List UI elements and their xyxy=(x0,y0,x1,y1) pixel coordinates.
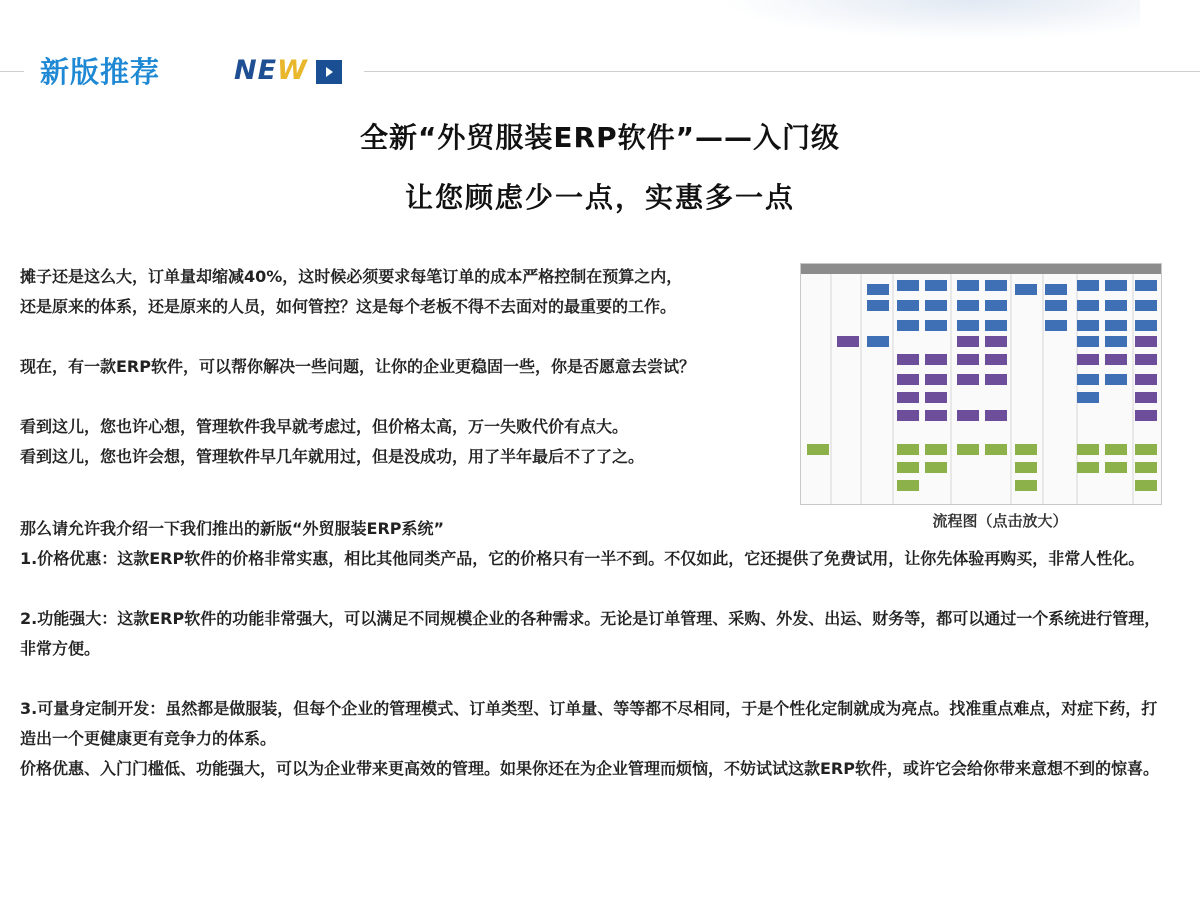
flowchart-step-box xyxy=(925,320,947,331)
intro-paragraph: 摊子还是这么大，订单量却缩减40%，这时候必须要求每笔订单的成本严格控制在预算之内， xyxy=(20,267,683,286)
flowchart-step-box xyxy=(1045,320,1067,331)
flowchart-step-box xyxy=(985,300,1007,311)
play-triangle-icon xyxy=(326,67,333,77)
flowchart-step-box xyxy=(1045,284,1067,295)
flowchart-step-box xyxy=(1015,444,1037,455)
flowchart-step-box xyxy=(957,280,979,291)
body-summary: 价格优惠、入门门槛低、功能强大，可以为企业带来更高效的管理。如果你还在为企业管理而烦恼，不妨试试这款ERP软件，或许它会给你带来意想不到的惊喜。 xyxy=(20,759,1159,778)
flowchart-step-box xyxy=(925,392,947,403)
flowchart-step-box xyxy=(1105,462,1127,473)
flowchart-step-box xyxy=(957,410,979,421)
flowchart-step-box xyxy=(1135,374,1157,385)
flowchart-step-box xyxy=(957,444,979,455)
flowchart-step-box xyxy=(1135,444,1157,455)
flowchart-step-box xyxy=(897,354,919,365)
flowchart-step-box xyxy=(1105,354,1127,365)
play-arrow-button[interactable] xyxy=(316,60,342,84)
flowchart-step-box xyxy=(837,336,859,347)
flowchart-step-box xyxy=(925,410,947,421)
flowchart-step-box xyxy=(867,300,889,311)
flowchart-step-box xyxy=(985,374,1007,385)
feature-price: 1.价格优惠：这款ERP软件的价格非常实惠，相比其他同类产品，它的价格只有一半不到。不仅如此，它还提供了免费试用，让你先体验再购买，非常人性化。 xyxy=(20,549,1145,568)
flowchart-step-box xyxy=(1135,320,1157,331)
section-header xyxy=(0,40,1200,100)
flowchart-step-box xyxy=(957,300,979,311)
flowchart-step-box xyxy=(897,444,919,455)
decorative-background xyxy=(720,0,1140,40)
flowchart-step-box xyxy=(897,300,919,311)
flowchart-step-box xyxy=(925,280,947,291)
flowchart-diagram xyxy=(801,264,1161,504)
flowchart-step-box xyxy=(1015,462,1037,473)
headline-title: 全新“外贸服装ERP软件”——入门级 xyxy=(359,121,840,154)
flowchart-step-box xyxy=(807,444,829,455)
body-lead: 那么请允许我介绍一下我们推出的新版“外贸服装ERP系统” xyxy=(20,519,445,538)
flowchart-step-box xyxy=(985,444,1007,455)
new-badge-w: W xyxy=(277,55,308,86)
flowchart-step-box xyxy=(1077,336,1099,347)
flowchart-step-box xyxy=(957,374,979,385)
flowchart-step-box xyxy=(1135,480,1157,491)
flowchart-step-box xyxy=(897,280,919,291)
flowchart-step-box xyxy=(985,280,1007,291)
flowchart-step-box xyxy=(1105,336,1127,347)
flowchart-step-box xyxy=(1077,444,1099,455)
flowchart-step-box xyxy=(897,392,919,403)
flowchart-step-box xyxy=(1105,320,1127,331)
new-badge xyxy=(234,55,308,86)
feature-function: 2.功能强大：这款ERP软件的功能非常强大，可以满足不同规模企业的各种需求。无论是订单管理、采购、外发、出运、财务等，都可以通过一个系统进行管理，非常方便。 xyxy=(20,609,1161,658)
flowchart-step-box xyxy=(1135,462,1157,473)
intro-paragraph: 还是原来的体系，还是原来的人员，如何管控？这是每个老板不得不去面对的最重要的工作。 xyxy=(20,297,677,316)
flowchart-step-box xyxy=(1077,280,1099,291)
header-divider-right xyxy=(364,71,1200,72)
flowchart-step-box xyxy=(1135,300,1157,311)
flowchart-step-box xyxy=(985,336,1007,347)
flowchart-step-box xyxy=(1105,444,1127,455)
flowchart-step-box xyxy=(1015,480,1037,491)
flowchart-caption[interactable]: 流程图（点击放大） xyxy=(932,512,1068,530)
flowchart-step-box xyxy=(897,462,919,473)
flowchart-step-box xyxy=(1105,280,1127,291)
flowchart-step-box xyxy=(1077,300,1099,311)
flowchart-step-box xyxy=(1105,374,1127,385)
flowchart-step-box xyxy=(985,354,1007,365)
flowchart-step-box xyxy=(1077,354,1099,365)
flowchart-thumbnail[interactable] xyxy=(800,263,1162,505)
flowchart-step-box xyxy=(1135,354,1157,365)
flowchart-step-box xyxy=(897,480,919,491)
flowchart-step-box xyxy=(1105,300,1127,311)
flowchart-step-box xyxy=(867,284,889,295)
new-badge-ne: NE xyxy=(234,55,278,86)
flowchart-step-box xyxy=(957,336,979,347)
flowchart-step-box xyxy=(1077,392,1099,403)
flowchart-step-box xyxy=(1077,462,1099,473)
feature-customization: 3.可量身定制开发：虽然都是做服装，但每个企业的管理模式、订单类型、订单量、等等都不尽相同，于是个性化定制就成为亮点。找准重点难点，对症下药，打造出一个更健康更有竞争力的体系。 xyxy=(20,699,1158,748)
flowchart-step-box xyxy=(925,444,947,455)
article-body xyxy=(20,514,1170,784)
flowchart-step-box xyxy=(925,374,947,385)
intro-paragraph: 看到这儿，您也许会想，管理软件早几年就用过，但是没成功，用了半年最后不了了之。 xyxy=(20,447,645,466)
intro-text xyxy=(20,262,790,472)
flowchart-step-box xyxy=(897,374,919,385)
flowchart-step-box xyxy=(925,462,947,473)
flowchart-step-box xyxy=(925,354,947,365)
section-title: 新版推荐 xyxy=(40,55,161,89)
intro-paragraph: 现在，有一款ERP软件，可以帮你解决一些问题，让你的企业更稳固一些，你是否愿意去尝试？ xyxy=(20,357,695,376)
flowchart-step-box xyxy=(957,354,979,365)
flowchart-step-box xyxy=(985,410,1007,421)
flowchart-step-box xyxy=(925,300,947,311)
flowchart-step-box xyxy=(1135,336,1157,347)
flowchart-step-box xyxy=(867,336,889,347)
flowchart-step-box xyxy=(1077,374,1099,385)
flowchart-step-box xyxy=(985,320,1007,331)
flowchart-step-box xyxy=(957,320,979,331)
header-divider-left xyxy=(0,71,24,72)
flowchart-step-box xyxy=(1045,300,1067,311)
flowchart-step-box xyxy=(1135,392,1157,403)
flowchart-step-box xyxy=(1135,280,1157,291)
flowchart-step-box xyxy=(1135,410,1157,421)
flowchart-step-box xyxy=(897,410,919,421)
flowchart-step-box xyxy=(897,320,919,331)
headline-subtitle: 让您顾虑少一点，实惠多一点 xyxy=(404,181,795,214)
flowchart-step-box xyxy=(1077,320,1099,331)
flowchart-step-box xyxy=(1015,284,1037,295)
intro-paragraph: 看到这儿，您也许心想，管理软件我早就考虑过，但价格太高，万一失败代价有点大。 xyxy=(20,417,629,436)
